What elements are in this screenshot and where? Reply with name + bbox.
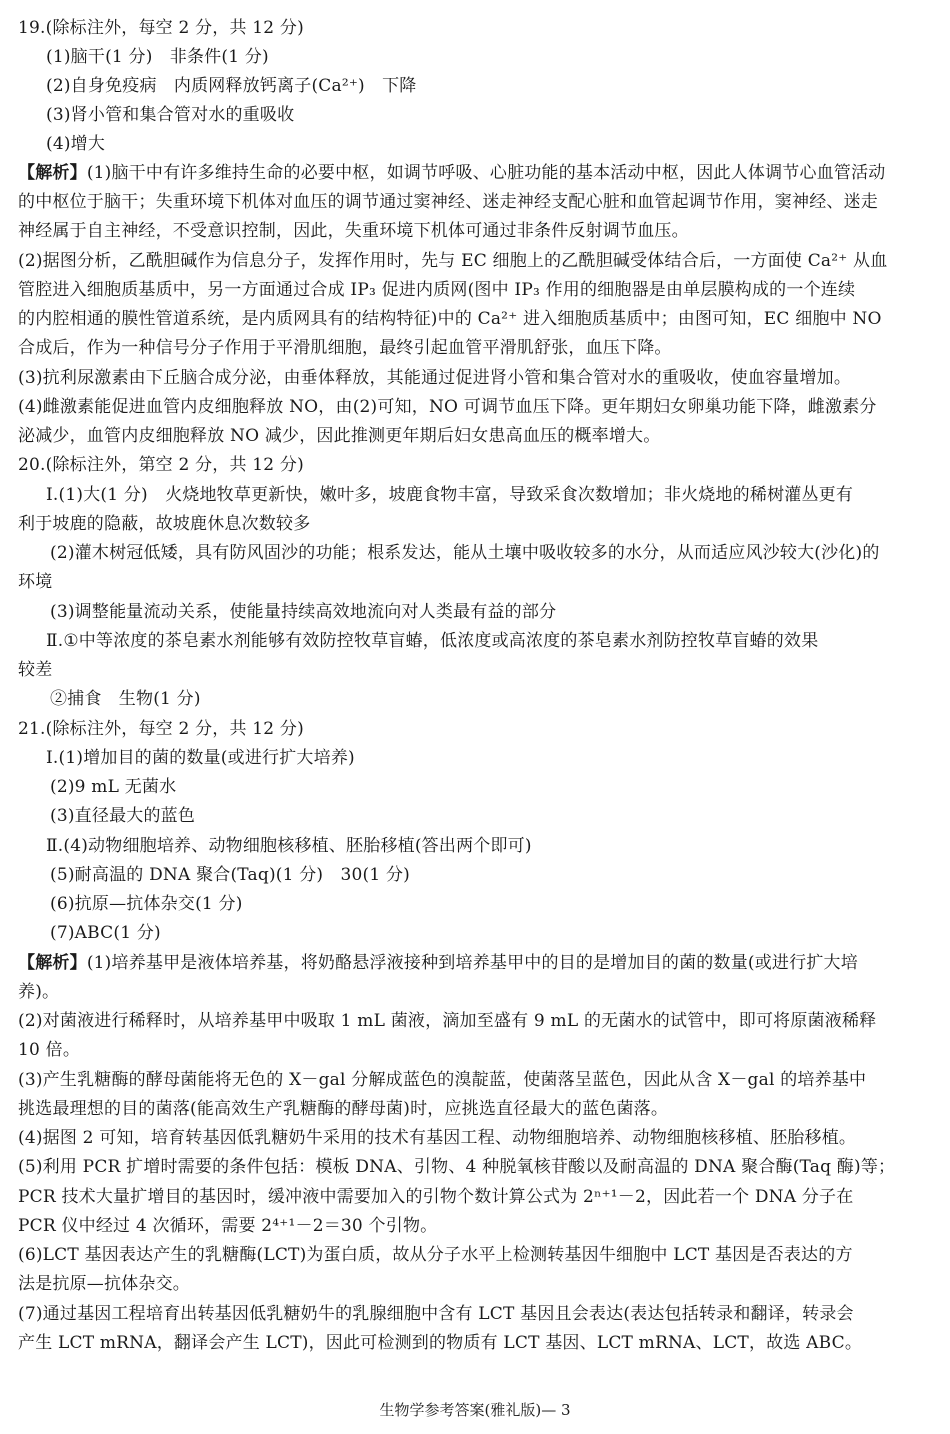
q21-analysis-line-1 (18, 949, 936, 978)
q20-answer-6: Ⅱ.①中等浓度的茶皂素水剂能够有效防控牧草盲蝽，低浓度或高浓度的茶皂素水剂防控牧草盲蝽的效果 (46, 631, 819, 651)
q21-analysis-line-3: (2)对菌液进行稀释时，从培养基甲中吸取 1 mL 菌液，滴加至盛有 9 mL 的无菌水的试管中，即可将原菌液稀释 (18, 1011, 877, 1031)
q19-analysis-line-3: 神经属于自主神经，不受意识控制，因此，失重环境下机体可通过非条件反射调节血压。 (18, 221, 689, 241)
q21-analysis-line-14: 产生 LCT mRNA，翻译会产生 LCT)，因此可检测到的物质有 LCT 基因、LCT mRNA、LCT，故选 ABC。 (18, 1333, 863, 1353)
q19-analysis-line-9: (4)雌激素能促进血管内皮细胞释放 NO，由(2)可知，NO 可调节血压下降。更年期妇女卵巢功能下降，雌激素分 (18, 397, 877, 417)
q21-header: 21.(除标注外，每空 2 分，共 12 分) (18, 719, 304, 739)
q20-answer-5: (3)调整能量流动关系，使能量持续高效地流向对人类最有益的部分 (50, 602, 557, 622)
q20-answer-7: 较差 (18, 660, 53, 680)
q19-analysis-line-8: (3)抗利尿激素由下丘脑合成分泌，由垂体释放，其能通过促进肾小管和集合管对水的重吸收，使血容量增加。 (18, 368, 852, 388)
q21-answer-5: (5)耐高温的 DNA 聚合(Taq)(1 分) 30(1 分) (50, 865, 410, 885)
q20-answer-1: Ⅰ.(1)大(1 分) 火烧地牧草更新快，嫩叶多，坡鹿食物丰富，导致采食次数增加；非火烧地的稀树灌丛更有 (46, 485, 854, 505)
q19-analysis-line-10: 泌减少，血管内皮细胞释放 NO 减少，因此推测更年期后妇女患高血压的概率增大。 (18, 426, 661, 446)
q19-analysis-line-1 (18, 159, 936, 188)
q19-analysis-line-7: 合成后，作为一种信号分子作用于平滑肌细胞，最终引起血管平滑肌舒张，血压下降。 (18, 338, 672, 358)
q21-analysis-line-4: 10 倍。 (18, 1040, 81, 1060)
q21-analysis-line-10: PCR 仪中经过 4 次循环，需要 2⁴⁺¹－2＝30 个引物。 (18, 1216, 438, 1236)
q19-analysis-text-1: (1)脑干中有许多维持生命的必要中枢，如调节呼吸、心脏功能的基本活动中枢，因此人体调节心血管活动 (86, 163, 886, 183)
q21-analysis-text-1: (1)培养基甲是液体培养基，将奶酪悬浮液接种到培养基甲中的目的是增加目的菌的数量(或进行扩大培 (86, 953, 858, 973)
q21-analysis-line-6: 挑选最理想的目的菌落(能高效生产乳糖酶的酵母菌)时，应挑选直径最大的蓝色菌落。 (18, 1099, 669, 1119)
q20-answer-3: (2)灌木树冠低矮，具有防风固沙的功能；根系发达，能从土壤中吸收较多的水分，从而适应风沙较大(沙化)的 (50, 543, 880, 563)
q21-answer-3: (3)直径最大的蓝色 (50, 806, 196, 826)
q21-analysis-line-13: (7)通过基因工程培育出转基因低乳糖奶牛的乳腺细胞中含有 LCT 基因且会表达(表达包括转录和翻译，转录会 (18, 1304, 854, 1324)
q20-answer-8: ②捕食 生物(1 分) (50, 689, 201, 709)
q19-answer-1: (1)脑干(1 分) 非条件(1 分) (46, 47, 269, 67)
q20-answer-4: 环境 (18, 572, 53, 592)
q19-analysis-tag: 【解析】 (18, 163, 87, 183)
q19-answer-2: (2)自身免疫病 内质网释放钙离子(Ca²⁺) 下降 (46, 76, 417, 96)
q21-analysis-line-8: (5)利用 PCR 扩增时需要的条件包括：模板 DNA、引物、4 种脱氧核苷酸以及耐高温的 DNA 聚合酶(Taq 酶)等； (18, 1157, 896, 1177)
q21-analysis-line-7: (4)据图 2 可知，培育转基因低乳糖奶牛采用的技术有基因工程、动物细胞培养、动物细胞核移植、胚胎移植。 (18, 1128, 857, 1148)
q21-analysis-line-2: 养)。 (18, 982, 60, 1002)
q20-header: 20.(除标注外，第空 2 分，共 12 分) (18, 455, 304, 475)
q19-header: 19.(除标注外，每空 2 分，共 12 分) (18, 18, 304, 38)
q21-analysis-line-5: (3)产生乳糖酶的酵母菌能将无色的 X－gal 分解成蓝色的溴靛蓝，使菌落呈蓝色，因此从含 X－gal 的培养基中 (18, 1070, 867, 1090)
q21-analysis-tag: 【解析】 (18, 953, 87, 973)
q19-analysis-line-6: 的内腔相通的膜性管道系统，是内质网具有的结构特征)中的 Ca²⁺ 进入细胞质基质中；由图可知，EC 细胞中 NO (18, 309, 882, 329)
q21-answer-4: Ⅱ.(4)动物细胞培养、动物细胞核移植、胚胎移植(答出两个即可) (46, 836, 532, 856)
q21-analysis-line-12: 法是抗原—抗体杂交。 (18, 1274, 190, 1294)
q19-analysis-line-2: 的中枢位于脑干；失重环境下机体对血压的调节通过窦神经、迷走神经支配心脏和血管起调节作用，窦神经、迷走 (18, 192, 878, 212)
q21-answer-1: Ⅰ.(1)增加目的菌的数量(或进行扩大培养) (46, 748, 355, 768)
q19-analysis-line-4: (2)据图分析，乙酰胆碱作为信息分子，发挥作用时，先与 EC 细胞上的乙酰胆碱受体结合后，一方面使 Ca²⁺ 从血 (18, 251, 888, 271)
page-footer: 生物学参考答案(雅礼版)— 3 (379, 1401, 571, 1419)
q19-answer-4: (4)增大 (46, 134, 106, 154)
q19-answer-3: (3)肾小管和集合管对水的重吸收 (46, 105, 295, 125)
q21-analysis-line-9: PCR 技术大量扩增目的基因时，缓冲液中需要加入的引物个数计算公式为 2ⁿ⁺¹－2，因此若一个 DNA 分子在 (18, 1187, 854, 1207)
q19-analysis-line-5: 管腔进入细胞质基质中，另一方面通过合成 IP₃ 促进内质网(图中 IP₃ 作用的细胞器是由单层膜构成的一个连续 (18, 280, 856, 300)
q21-answer-7: (7)ABC(1 分) (50, 923, 161, 943)
q21-answer-2: (2)9 mL 无菌水 (50, 777, 177, 797)
q21-answer-6: (6)抗原—抗体杂交(1 分) (50, 894, 243, 914)
q20-answer-2: 利于坡鹿的隐蔽，故坡鹿休息次数较多 (18, 514, 311, 534)
q21-analysis-line-11: (6)LCT 基因表达产生的乳糖酶(LCT)为蛋白质，故从分子水平上检测转基因牛细胞中 LCT 基因是否表达的方 (18, 1245, 853, 1265)
